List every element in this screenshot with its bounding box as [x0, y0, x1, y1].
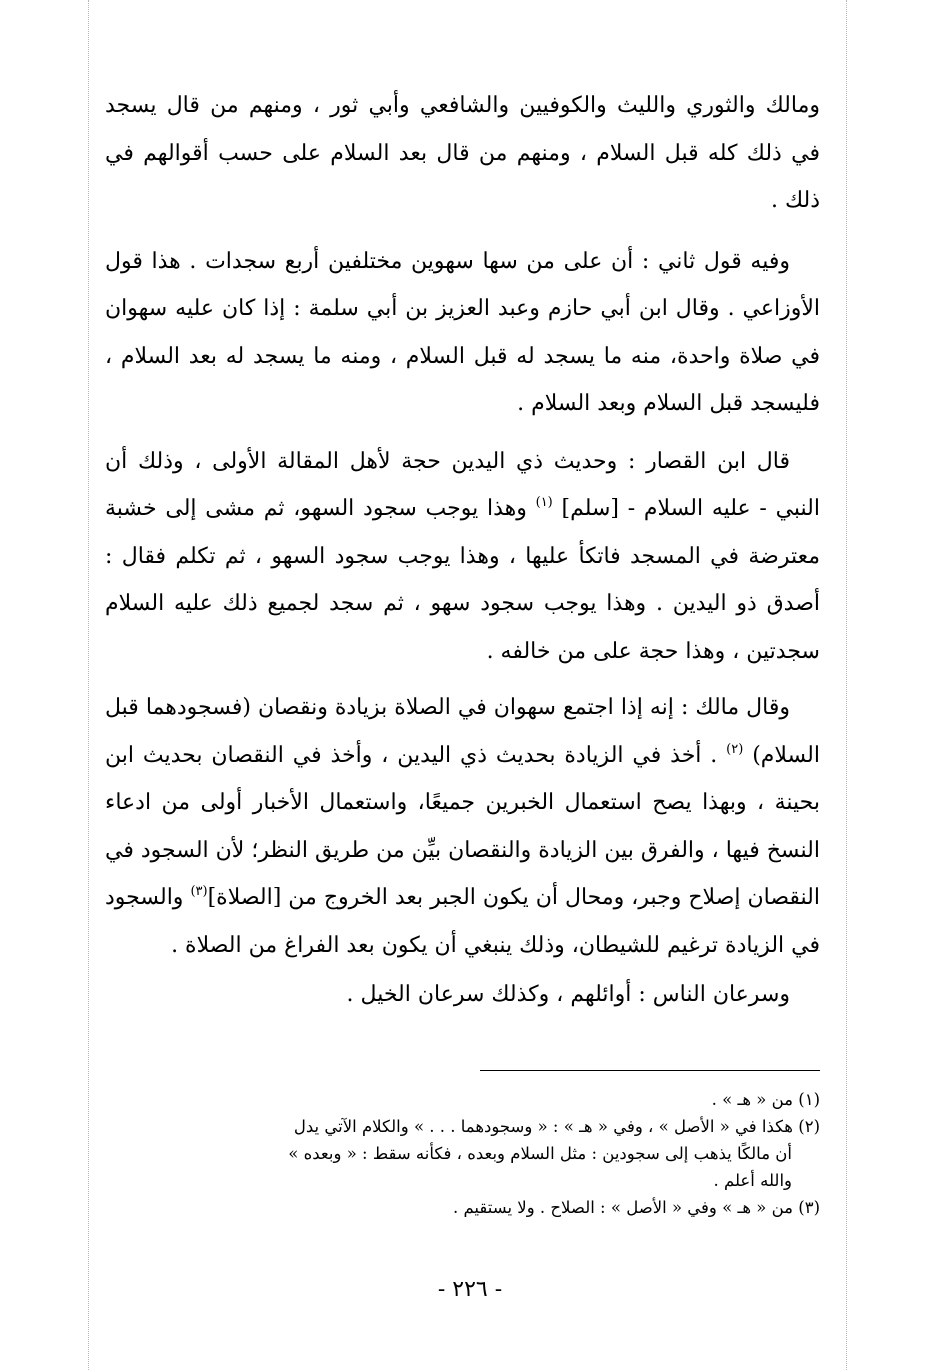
- scan-guide-left: [88, 0, 89, 1370]
- paragraph-4-text-middle: . أخذ في الزيادة بحديث ذي اليدين ، وأخذ في النقصان بحديث ابن بحينة ، وبهذا يصح استعمال الخبرين جميعًا، واستعمال الأخبار أولى من ادعاء النسخ فيها ، والفرق بين الزيادة والنقصان بيِّن من طريق النظر؛ لأن السجود في النقصان إصلاح وجبر، ومحال أن يكون الجبر بعد الخروج من [الصلاة]: [105, 742, 821, 910]
- footnote-1: (١) من « هـ » .: [711, 1090, 820, 1109]
- paragraph-3-text-end: وهذا يوجب سجود السهو، ثم مشى إلى خشبة معترضة في المسجد فاتكأ عليها ، وهذا يوجب سجود السهو ، ثم تكلم فقال : أصدق ذو اليدين . وهذا يوجب سجود سهو ، ثم سجد لجميع ذلك عليه السلام سجدتين ، وهذا حجة على من خالفه .: [105, 496, 820, 664]
- paragraph-3: [105, 438, 820, 676]
- paragraph-4: [105, 684, 820, 969]
- paragraph-4-text-start: وقال مالك : إنه إذا اجتمع سهوان في الصلاة بزيادة ونقصان (فسجودهما قبل السلام): [105, 695, 820, 768]
- main-text: [105, 82, 820, 1019]
- scan-guide-right: [846, 0, 847, 1370]
- footnote-ref-3: (٣): [190, 884, 208, 899]
- paragraph-2: وفيه قول ثاني : أن على من سها سهوين مختلفين أربع سجدات . هذا قول الأوزاعي . وقال ابن أبي حازم وعبد العزيز بن أبي سلمة : إذا كان عليه سهوان في صلاة واحدة، منه ما يسجد له قبل السلام ، ومنه ما يسجد له بعد السلام ، فليسجد قبل السلام وبعد السلام .: [105, 248, 820, 416]
- paragraph-5: وسرعان الناس : أوائلهم ، وكذلك سرعان الخيل .: [346, 982, 790, 1007]
- paragraph-1: ومالك والثوري والليث والكوفيين والشافعي وأبي ثور ، ومنهم من قال يسجد في ذلك كله قبل السلام ، ومنهم من قال بعد السلام على حسب أقوالهم في ذلك .: [105, 93, 820, 213]
- footnote-3: (٣) من « هـ » وفي « الأصل » : الصلاح . ولا يستقيم .: [452, 1198, 820, 1217]
- footnote-ref-2: (٢): [726, 741, 744, 757]
- paragraph-3-text-start: قال ابن القصار : وحديث ذي اليدين حجة لأهل المقالة الأولى ، وذلك أن النبي - عليه السلام - [سلم]: [105, 448, 820, 521]
- footnote-2: (٢) هكذا في « الأصل » ، وفي « هـ » : « وسجودهما . . . » والكلام الآتي يدل: [293, 1117, 820, 1136]
- footnote-ref-1: (١): [535, 495, 553, 510]
- footnote-2-end: والله أعلم .: [713, 1171, 792, 1190]
- footnotes: [105, 1086, 820, 1221]
- footnote-separator: [480, 1070, 820, 1071]
- footnote-2-continued: أن مالكًا يذهب إلى سجودين : مثل السلام وبعده ، فكأنه سقط : « وبعده »: [288, 1144, 792, 1163]
- paragraph-4-text-end: والسجود في الزيادة ترغيم للشيطان، وذلك ينبغي أن يكون بعد الفراغ من الصلاة .: [105, 885, 820, 958]
- page-number: - ٢٢٦ -: [437, 1277, 503, 1302]
